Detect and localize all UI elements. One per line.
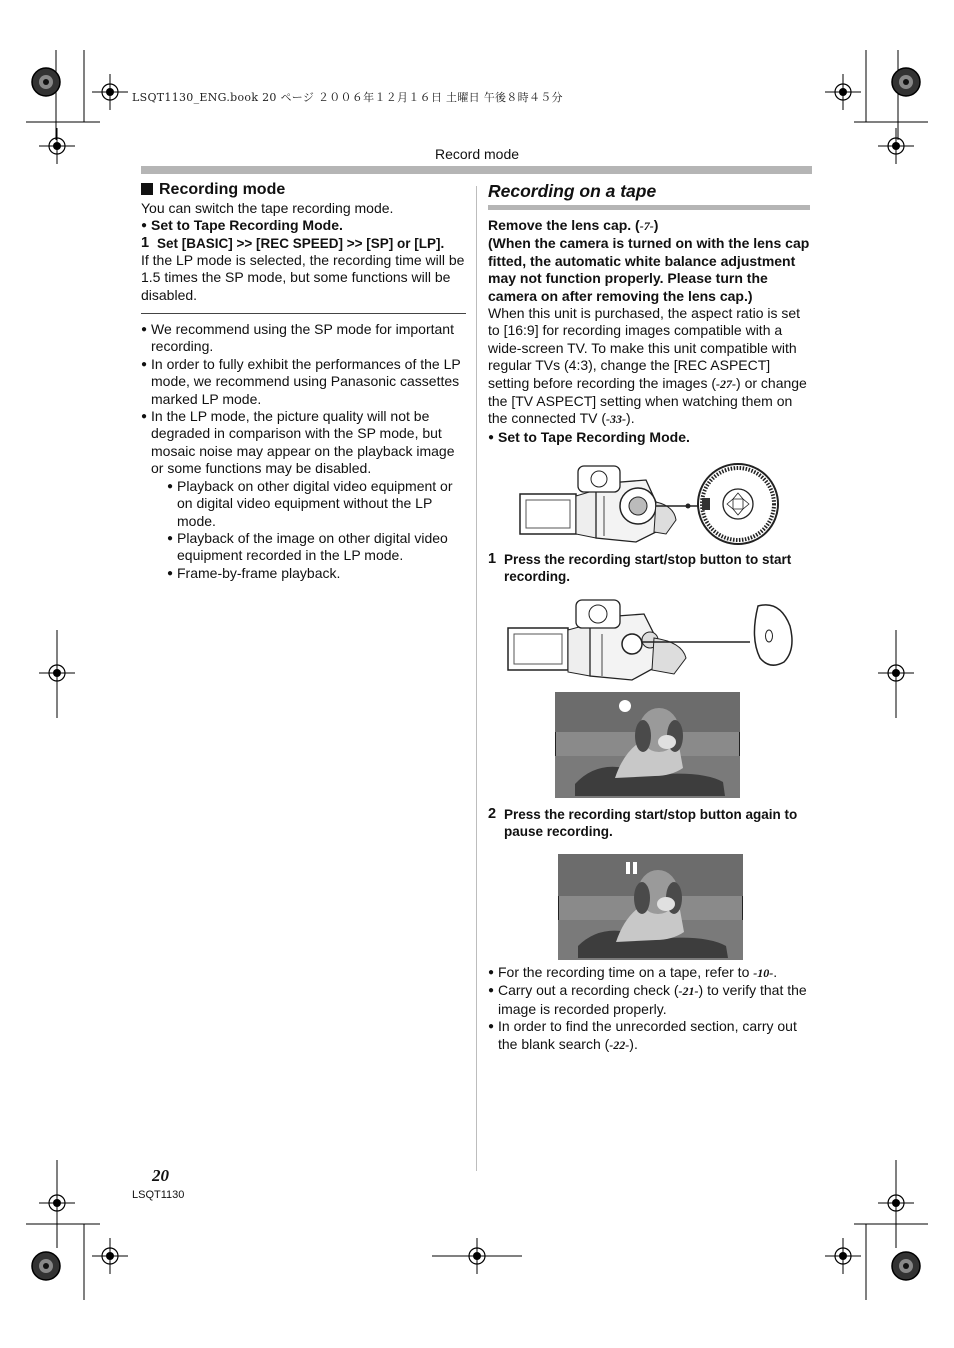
list-item: ● In order to fully exhibit the performances of the LP mode, we recommend using Panasonic cassettes marked LP mode. bbox=[141, 355, 461, 407]
right-column bbox=[488, 180, 810, 446]
left-column bbox=[141, 180, 466, 582]
lens-cap-warning: (When the camera is turned on with the lens cap fitted, the automatic white balance adjustment may not function properly. Please turn the camera on after removing the lens cap.) bbox=[488, 235, 810, 304]
bullet-icon: ● bbox=[141, 220, 148, 232]
list-item: ● For the recording time on a tape, refer to -10-. bbox=[488, 964, 810, 982]
aspect-ratio-text: When this unit is purchased, the aspect ratio is set to [16:9] for recording images compatible with a wide-screen TV. To make this unit compatible with regular TVs (4:3), change the [REC ASPECT] setting before recording the images (-27-) or change the [TV ASPECT] setting when watching them on the connected TV (-33-). bbox=[488, 305, 807, 427]
bullet-icon: ● bbox=[167, 532, 174, 544]
bullet-icon: ● bbox=[167, 480, 174, 492]
set-mode-bullet: ● Set to Tape Recording Mode. bbox=[141, 217, 343, 234]
bullet-icon: ● bbox=[141, 411, 148, 423]
dog-recording-photo bbox=[555, 692, 740, 798]
column-divider bbox=[476, 186, 477, 1171]
list-item: ● Frame-by-frame playback. bbox=[167, 564, 341, 581]
running-head: Record mode bbox=[434, 146, 520, 162]
recording-mode-heading: Recording mode bbox=[141, 180, 466, 200]
document-code: LSQT1130 bbox=[132, 1189, 185, 1201]
list-item: ● Carry out a recording check (-21-) to verify that the image is recorded properly. bbox=[488, 982, 807, 1017]
tips-list bbox=[488, 964, 810, 1054]
list-item: ● In order to find the unrecorded section, carry out the blank search (-22-). bbox=[488, 1018, 810, 1054]
dog-paused-photo bbox=[558, 854, 743, 960]
bullet-icon: ● bbox=[488, 1021, 495, 1033]
bullet-icon: ● bbox=[488, 985, 495, 997]
bullet-icon: ● bbox=[488, 431, 495, 443]
bullet-icon: ● bbox=[167, 567, 174, 579]
bullet-icon: ● bbox=[141, 324, 148, 336]
step-2: 2 Press the recording start/stop button again to pause recording. bbox=[488, 806, 798, 839]
list-item: ● In the LP mode, the picture quality will not be degraded in comparison with the SP mode, but mosaic noise may appear on the playback image or some functions may be disabled. bbox=[141, 408, 455, 477]
bullet-icon: ● bbox=[488, 967, 495, 978]
step-1-block bbox=[488, 551, 810, 585]
list-item: ● Playback on other digital video equipment or on digital video equipment without the LP mode. bbox=[167, 477, 453, 529]
camcorder-mode-dial-figure bbox=[516, 462, 786, 546]
lp-note: If the LP mode is selected, the recording time will be 1.5 times the SP mode, but some functions will be disabled. bbox=[141, 251, 465, 303]
list-item: ● Playback of the image on other digital video equipment recorded in the LP mode. bbox=[167, 529, 448, 564]
step-2-block bbox=[488, 806, 810, 840]
lens-cap-instruction: Remove the lens cap. (-7-) bbox=[488, 217, 659, 233]
notes-rule bbox=[141, 313, 466, 314]
page-number: 20 bbox=[152, 1166, 169, 1185]
sub-notes-list bbox=[141, 478, 466, 582]
intro-text: You can switch the tape recording mode. bbox=[141, 200, 394, 216]
heading-rule bbox=[488, 205, 810, 210]
bullet-icon: ● bbox=[141, 358, 148, 370]
print-header: LSQT1130_ENG.book 20 ページ ２００６年１２月１６日 土曜日 午後８時４５分 bbox=[132, 91, 563, 104]
camcorder-record-button-figure bbox=[504, 598, 796, 682]
step-1: 1 Press the recording start/stop button to start recording. bbox=[488, 551, 792, 584]
header-rule bbox=[141, 166, 812, 174]
square-bullet-icon bbox=[141, 183, 153, 195]
notes-list bbox=[141, 321, 466, 582]
set-mode-bullet: ● Set to Tape Recording Mode. bbox=[488, 428, 690, 445]
recording-on-tape-heading: Recording on a tape bbox=[488, 181, 657, 201]
list-item: ● We recommend using the SP mode for important recording. bbox=[141, 321, 454, 355]
step-1: 1 Set [BASIC] >> [REC SPEED] >> [SP] or [LP]. bbox=[141, 234, 445, 251]
